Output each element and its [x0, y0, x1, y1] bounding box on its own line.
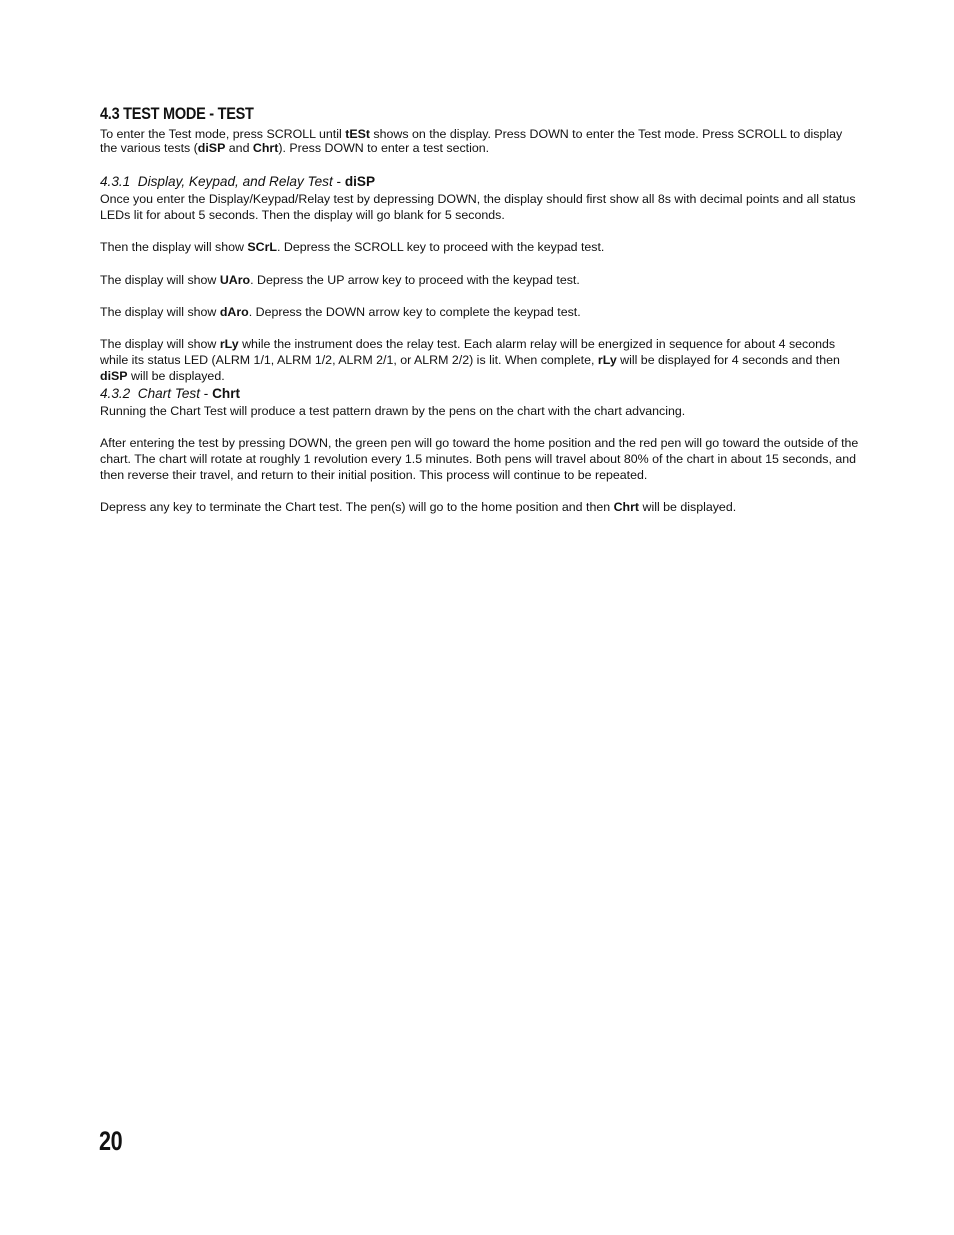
paragraph-chart-intro: Running the Chart Test will produce a test pattern drawn by the pens on the chart with the chart advancing. — [100, 403, 686, 418]
subsection-code: diSP — [344, 174, 376, 189]
intro-code-test: tESt — [345, 127, 370, 141]
subsection-name: Display, Keypad, and Relay Test — [137, 174, 333, 189]
subsection-name: Chart Test — [137, 385, 201, 401]
code-chrt: Chrt — [613, 500, 640, 515]
paragraph-down-arrow — [100, 304, 860, 320]
intro-paragraph — [100, 128, 860, 155]
section-title: 4.3 TEST MODE - TEST — [100, 105, 254, 123]
subsection-heading-4-3-1 — [100, 173, 860, 191]
paragraph-chart-terminate — [100, 499, 860, 515]
intro-text-4: ). Press DOWN to enter a test section. — [278, 140, 490, 155]
text: The display will show — [100, 337, 220, 352]
subsection-heading-4-3-2 — [100, 385, 860, 403]
subsection-number: 4.3.1 — [100, 174, 131, 189]
subsection-separator: - — [200, 385, 213, 401]
text: The display will show — [100, 304, 220, 319]
intro-text-1: To enter the Test mode, press SCROLL until — [100, 127, 346, 141]
text: will be displayed. — [127, 369, 225, 384]
text: will be displayed for 4 seconds and then — [616, 353, 840, 368]
page-number: 20 — [99, 1126, 123, 1156]
intro-code-chrt: Chrt — [252, 140, 279, 155]
text: Depress any key to terminate the Chart test. The pen(s) will go to the home position and then — [100, 500, 614, 515]
subsection-number: 4.3.2 — [100, 385, 131, 401]
document-body — [100, 104, 860, 516]
code-daro: dAro — [219, 304, 249, 319]
text: while the instrument does the relay test. Each alarm relay will be energized in sequence for about 4 seconds while its status LED (ALRM 1/1, ALRM 1/2, ALRM 2/1, or ALRM 2/2) is lit. When complete, — [100, 337, 836, 368]
intro-text-3: and — [225, 140, 253, 155]
paragraph-display-intro: Once you enter the Display/Keypad/Relay test by depressing DOWN, the display should first show all 8s with decimal points and all status LEDs lit for about 5 seconds. Then the display will go blank for 5 seconds. — [100, 192, 856, 223]
code-disp: diSP — [100, 369, 128, 384]
text: . Depress the UP arrow key to proceed with the keypad test. — [250, 272, 580, 287]
paragraph-scroll — [100, 239, 860, 255]
paragraph-relay-test — [100, 336, 860, 385]
subsection-separator: - — [332, 174, 345, 189]
paragraph-chart-details: After entering the test by pressing DOWN, the green pen will go toward the home position and the red pen will go toward the outside of the chart. The chart will rotate at roughly 1 revolution every 1.5 minutes. Both pens will travel about 80% of the chart in about 15 seconds, and then reverse their travel, and return to their initial position. This process will continue to be repeated. — [100, 435, 859, 483]
paragraph-up-arrow — [100, 272, 860, 288]
text: The display will show — [100, 272, 220, 287]
text: . Depress the DOWN arrow key to complete the keypad test. — [248, 304, 581, 319]
code-rly: rLy — [597, 353, 617, 368]
subsection-code: Chrt — [212, 385, 241, 401]
text: will be displayed. — [639, 500, 737, 515]
intro-code-disp: diSP — [197, 140, 226, 155]
intro-text-2: shows on the display. Press DOWN to enter the Test mode. Press SCROLL to display the various tests ( — [100, 127, 843, 155]
code-rly: rLy — [219, 337, 239, 352]
code-uaro: UAro — [219, 272, 251, 287]
code-scrl: SCrL — [247, 240, 277, 255]
text: . Depress the SCROLL key to proceed with the keypad test. — [277, 240, 605, 255]
text: Then the display will show — [100, 240, 248, 255]
